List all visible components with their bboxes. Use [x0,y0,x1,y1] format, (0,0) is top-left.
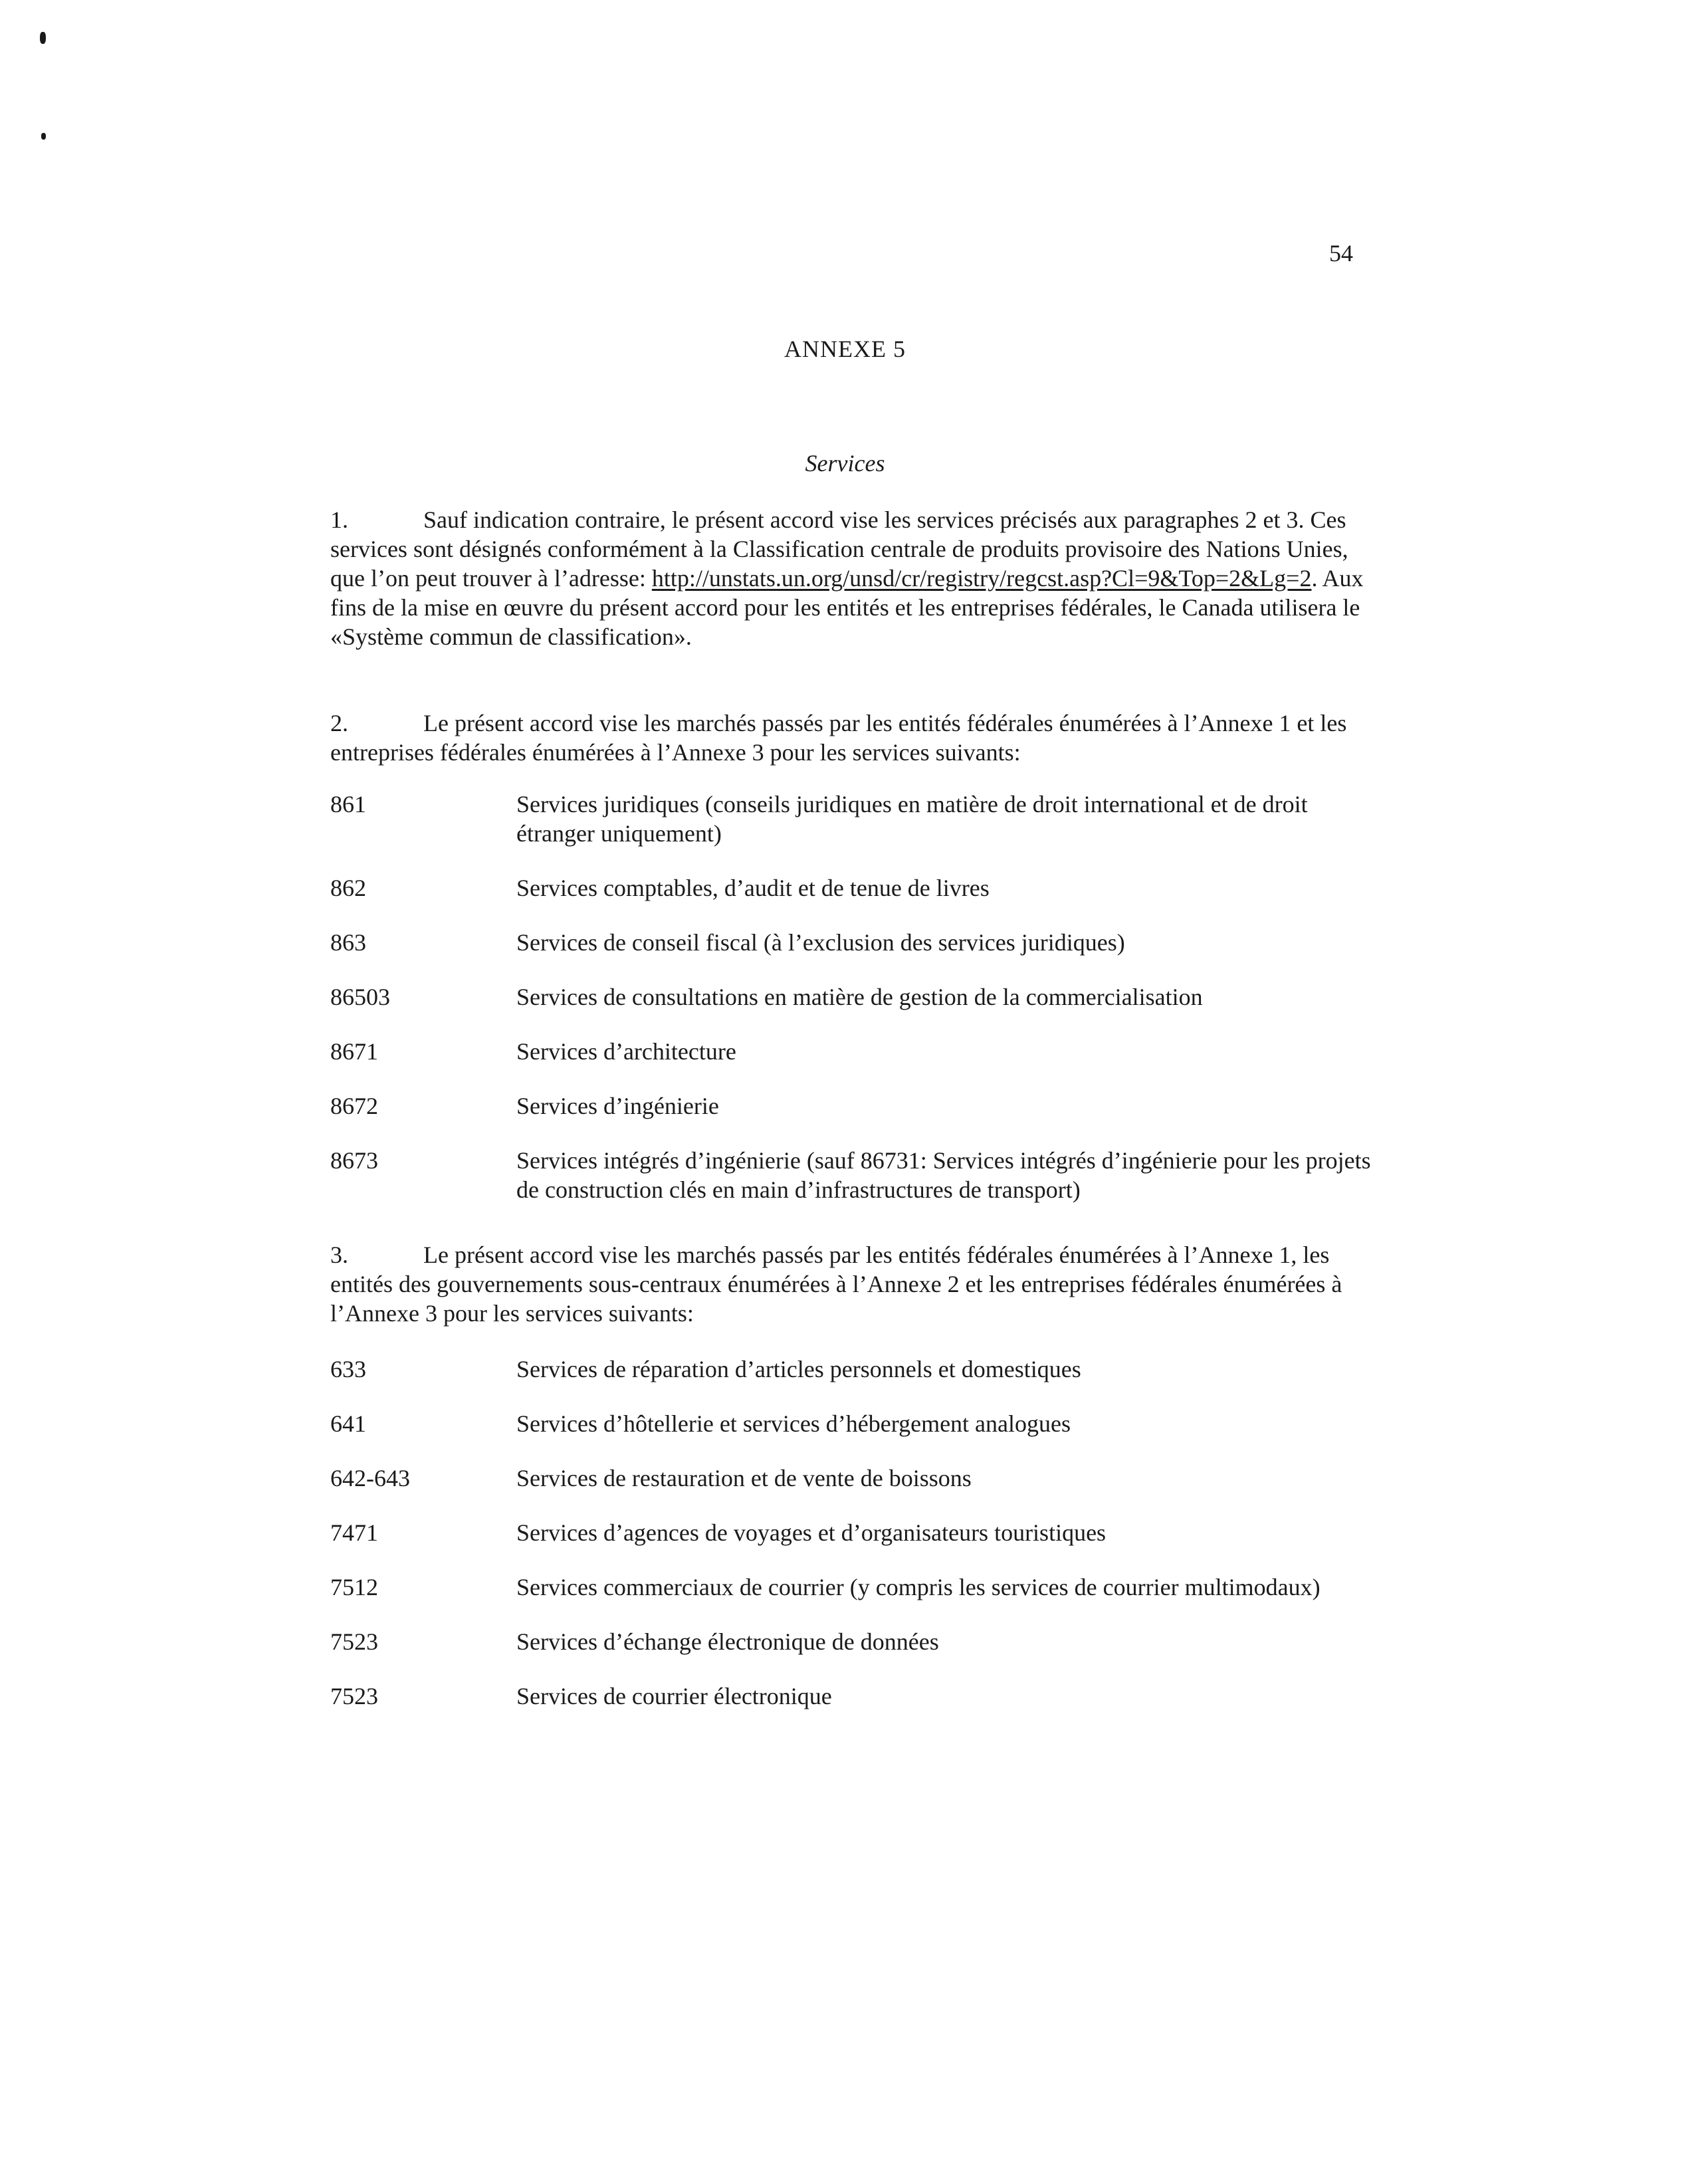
service-code: 7512 [330,1574,378,1600]
paragraph-number: 2. [330,710,348,736]
service-description: Services d’agences de voyages et d’organisateurs touristiques [516,1519,1107,1546]
paragraph-text: Le présent accord vise les marchés passés par les entités fédérales énumérées à l’Annexe 1, les entités des gouvernements sous-centraux énumérées à l’Annexe 2 et les entreprises fédérales énumérées à l’Annexe 3 pour les services suivants: [330,1242,1342,1327]
service-description: Services d’ingénierie [516,1093,719,1119]
classification-link[interactable]: http://unstats.un.org/unsd/cr/registry/regcst.asp?Cl=9&Top=2&Lg=2 [651,565,1312,592]
paragraph-3 [330,1240,1374,1328]
service-code: 7523 [330,1628,378,1655]
paragraph-number: 1. [330,506,348,533]
service-code: 641 [330,1410,366,1437]
service-row [330,1464,1374,1493]
scan-speck [40,32,46,44]
service-description: Services commerciaux de courrier (y compris les services de courrier multimodaux) [516,1574,1320,1600]
service-list-subcentral [330,1355,1374,1736]
paragraph-1 [330,505,1374,651]
service-row [330,1037,1374,1066]
service-description: Services comptables, d’audit et de tenue de livres [516,875,990,901]
service-description: Services de restauration et de vente de boissons [516,1465,972,1491]
service-code: 7523 [330,1683,378,1709]
paragraph-number: 3. [330,1242,348,1268]
service-row [330,1573,1374,1602]
service-row [330,1355,1374,1384]
service-row [330,982,1374,1012]
service-description: Services de conseil fiscal (à l’exclusion des services juridiques) [516,929,1125,956]
paragraph-text: Sauf indication contraire, le présent accord vise les services précisés aux paragraphes 2 et 3. Ces services sont désignés conformément à la Classification centrale de produits provisoire des Nations Unies, que l’on peut trouver à l’adresse: [330,506,1348,592]
service-row [330,1091,1374,1121]
service-description: Services de consultations en matière de gestion de la commercialisation [516,984,1203,1010]
page-number: 54 [1329,240,1353,267]
service-code: 8672 [330,1093,378,1119]
annex-title: ANNEXE 5 [784,336,906,362]
service-list-federal [330,790,1374,1230]
service-description: Services juridiques (conseils juridiques en matière de droit international et de droit étranger uniquement) [516,791,1308,847]
paragraph-text: Le présent accord vise les marchés passés par les entités fédérales énumérées à l’Annexe 1 et les entreprises fédérales énumérées à l’Annexe 3 pour les services suivants: [330,710,1347,766]
paragraph-text: . Aux fins de la mise en œuvre du présent accord pour les entités et les entreprises fédérales, le Canada utilisera le «Système commun de classification». [330,565,1364,650]
service-description: Services d’architecture [516,1038,736,1065]
service-code: 8671 [330,1038,378,1065]
service-code: 861 [330,791,366,818]
service-code: 633 [330,1356,366,1382]
service-code: 7471 [330,1519,378,1546]
service-row [330,1146,1374,1204]
service-code: 86503 [330,984,390,1010]
section-title: Services [805,450,885,477]
paragraph-2 [330,709,1374,767]
service-row [330,1682,1374,1711]
service-row [330,1627,1374,1656]
service-description: Services d’échange électronique de données [516,1628,939,1655]
service-description: Services d’hôtellerie et services d’hébergement analogues [516,1410,1071,1437]
service-code: 862 [330,875,366,901]
service-description: Services de réparation d’articles personnels et domestiques [516,1356,1081,1382]
service-row [330,790,1374,848]
service-description: Services intégrés d’ingénierie (sauf 86731: Services intégrés d’ingénierie pour les projets de construction clés en main d’infrastructures de transport) [516,1147,1371,1203]
service-description: Services de courrier électronique [516,1683,832,1709]
scan-speck [41,133,46,140]
service-code: 863 [330,929,366,956]
service-row [330,1409,1374,1438]
service-row [330,928,1374,957]
service-row [330,1518,1374,1547]
service-row [330,873,1374,903]
service-code: 8673 [330,1147,378,1174]
service-code: 642-643 [330,1465,410,1491]
